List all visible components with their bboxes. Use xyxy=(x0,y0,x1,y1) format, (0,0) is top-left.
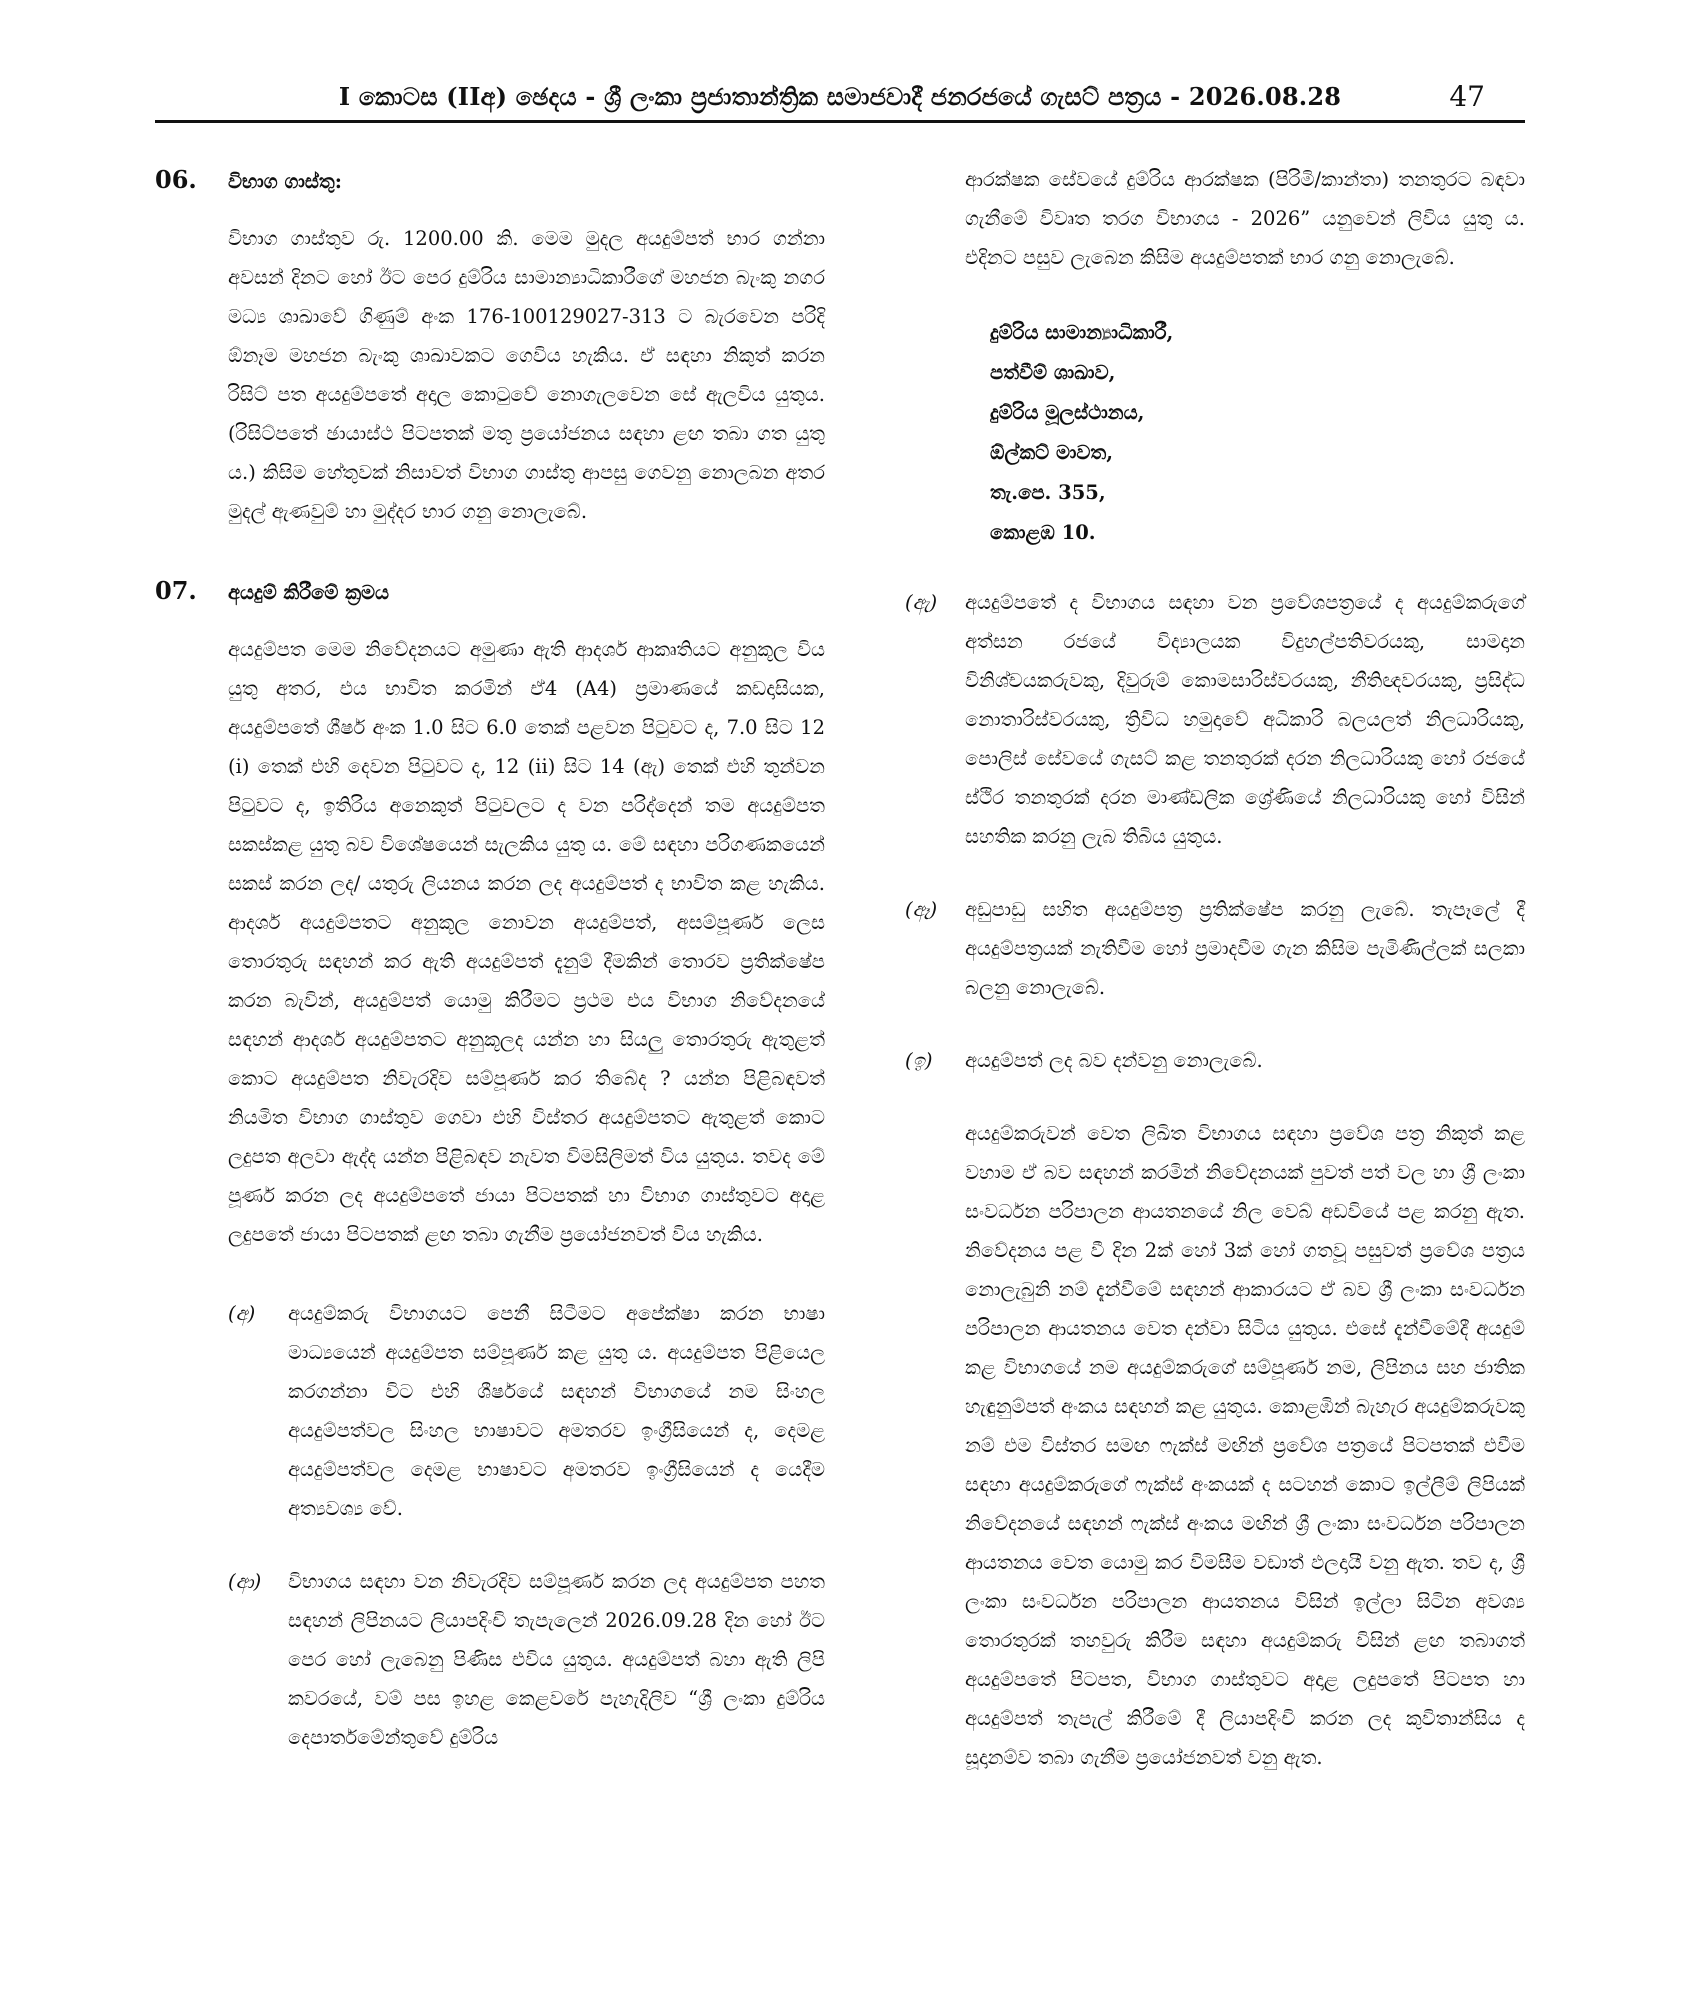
paragraph: අයදුම්කරුවන් වෙත ලිඛිත විභාගය සඳහා ප්‍රවේශ පත්‍ර නිකුත් කළ වහාම ඒ බව සඳහන් කරමින් නිවේදනයක් පුවත් පත් වල හා ශ්‍රී ලංකා සංවර්ධන පරිපාලන ආයතනයේ නිල වෙබ් අඩවියේ පළ කරනු ඇත. නිවේදනය පළ වී දින 2ක් හෝ 3ක් හෝ ගතවූ පසුවත් ප්‍රවේශ පත්‍රය නොලැබුනි නම් දැන්වීමේ සඳහන් ආකාරයට ඒ බව ශ්‍රී ලංකා සංවර්ධන පරිපාලන ආයතනය වෙත දන්වා සිටිය යුතුය. එසේ දැන්වීමේදී අයදුම් කළ විභාගයේ නම අයදුම්කරුගේ සම්පූර්ණ නම, ලිපිනය සහ ජාතික හැඳුනුම්පත් අංකය සඳහන් කළ යුතුය. කොළඹින් බැහැර අයදුම්කරුවකු නම් එම විස්තර සමඟ ෆැක්ස් මඟින් ප්‍රවේශ පත්‍රයේ පිටපතක් එවීම සඳහා අයදුම්කරුගේ ෆැක්ස් අංකයක් ද සටහන් කොට ඉල්ලීම් ලිපියක් නිවේදනයේ සඳහන් ෆැක්ස් අංකය මඟින් ශ්‍රී ලංකා සංවර්ධන පරිපාලන ආයතනය වෙත යොමු කර විමසීම වඩාත් ඵලදායී වනු ඇත. තව ද, ශ්‍රී ලංකා සංවර්ධන පරිපාලන ආයතනය විසින් ඉල්ලා සිටින අවශ්‍ය තොරතුරක් තහවුරු කිරීම සඳහා අයදුම්කරු විසින් ළඟ තබාගත් අයදුම්පතේ පිටපත, විභාග ගාස්තුවට අදාළ ලදුපතේ පිටපත හා අයදුම්පත් තැපැල් කිරීමේ දී ලියාපදිංචි කරන ලද කුවිතාන්සිය ද සූදානම්ව තබා ගැනීම ප්‍රයෝජනවත් වනු ඇත. xyxy=(965,1122,1525,1769)
item-marker: (ඈ) xyxy=(905,898,938,921)
paragraph: ආරක්ෂක සේවයේ දුම්රිය ආරක්ෂක (පිරිමි/කාන්තා) තනතුරට බඳවා ගැනීමේ විවෘත තරග විභාගය - 2026” යනුවෙන් ලිවිය යුතු ය. එදිනට පසුව ලැබෙන කිසිම අයදුම්පතක් භාර ගනු නොලැබේ. xyxy=(965,168,1525,269)
continuation-text xyxy=(965,160,1525,277)
item-text: අඩුපාඩු සහිත අයදුම්පත්‍ර ප්‍රතික්ෂේප කරනු ලැබේ. තැපෑලේ දී අයදුම්පත්‍රයක් නැතිවීම හෝ ප්‍රමාදවීම ගැන කිසිම පැමිණිල්ලක් සලකා බලනු නොලැබේ. xyxy=(965,898,1525,999)
section-title: අයදුම් කිරීමේ ක්‍රමය xyxy=(228,581,390,604)
address-line: තැ.පෙ. 355, xyxy=(990,481,1106,504)
section-07-heading xyxy=(155,571,825,612)
header-rule xyxy=(155,120,1525,123)
list-item xyxy=(905,1041,1525,1080)
list-item xyxy=(228,1562,825,1757)
item-text: අයදුම්පතේ ද විභාගය සඳහා වන ප්‍රවේශපත්‍රයේ ද අයදුම්කරුගේ අත්සන රජයේ විද්‍යාලයක විදුහල්පතිවරයකු, සාමදාන විනිශ්චයකරුවකු, දිවුරුම් කොමසාරිස්වරයකු, නීතිඥවරයකු, ප්‍රසිද්ධ නොතාරිස්වරයකු, ත්‍රිවිධ හමුදාවේ අධිකාරි බලයලත් නිලධාරියකු, පොලිස් සේවයේ ගැසට් කළ තනතුරක් දරන නිලධාරියකු හෝ රජයේ ස්ථිර තනතුරක් දරන මාණ්ඩලික ශ්‍රේණියේ නිලධාරියකු හෝ විසින් සහතික කරනු ලැබ තිබිය යුතුය. xyxy=(965,591,1525,848)
gazette-title: I කොටස (IIඅ) ඡෙදය - ශ්‍රී ලංකා ප්‍රජාතාන්ත්‍රික සමාජවාදී ජනරජයේ ගැසට් පත්‍රය - 2026.08.28 xyxy=(338,82,1342,111)
section-number: 06. xyxy=(155,165,197,194)
item-marker: (අ) xyxy=(228,1302,256,1325)
section-07-body xyxy=(228,630,825,1254)
list-item xyxy=(228,1294,825,1528)
section-number: 07. xyxy=(155,576,197,605)
address-line: පත්වීම් ශාඛාව, xyxy=(990,361,1116,384)
item-text: අයදුම්කරු විභාගයට පෙනී සිටීමට අපේක්ෂා කරන භාෂා මාධ්‍යයෙන් අයදුම්පත සම්පූර්ණ කළ යුතු ය. අයදුම්පත පිළියෙල කරගන්නා විට එහි ශීර්ෂයේ සඳහන් විභාගයේ නම සිංහල අයදුම්පත්වල සිංහල භාෂාවට අමතරව ඉංග්‍රීසියෙන් ද, දෙමළ අයදුම්පත්වල දෙමළ භාෂාවට අමතරව ඉංග්‍රීසියෙන් ද යෙදීම අත්‍යවශ්‍ය වේ. xyxy=(288,1302,825,1520)
address-line: දුම්රිය මූලස්ථානය, xyxy=(990,401,1145,424)
item-marker: (ඉ) xyxy=(905,1049,933,1072)
item-marker: (ආ) xyxy=(228,1570,262,1593)
item-marker: (ඇ) xyxy=(905,591,938,614)
paragraph: අයදුම්පත මෙම නිවේදනයට අමුණා ඇති ආදර්ශ ආකෘතියට අනුකූල විය යුතු අතර, එය භාවිත කරමින් ඒ4 (A4) ප්‍රමාණයේ කඩදාසියක, අයදුම්පතේ ශීර්ෂ අංක 1.0 සිට 6.0 තෙක් පළවන පිටුවට ද, 7.0 සිට 12 (i) තෙක් එහි දෙවන පිටුවට ද, 12 (ii) සිට 14 (ඇ) තෙක් එහි තුන්වන පිටුවට ද, ඉතිරිය අනෙකුත් පිටුවලට ද වන පරිද්දෙන් තම අයදුම්පත සකස්කළ යුතු බව විශේෂයෙන් සැලකිය යුතු ය. මේ සඳහා පරිගණකයෙන් සකස් කරන ලද/ යතුරු ලියනය කරන ලද අයදුම්පත් ද භාවිත කළ හැකිය. ආදර්ශ අයදුම්පතට අනුකූල නොවන අයදුම්පත්, අසම්පූර්ණ ලෙස තොරතුරු සඳහන් කර ඇති අයදුම්පත් දැනුම් දීමකින් තොරව ප්‍රතික්ෂේප කරන බැවින්, අයදුම්පත් යොමු කිරීමට ප්‍රථම එය විභාග නිවේදනයේ සඳහන් ආදර්ශ අයදුම්පතට අනුකූලද යන්න හා සියලු තොරතුරු ඇතුළත් කොට අයදුම්පත නිවැරදිව සම්පූර්ණ කර තිබේද ? යන්න පිළිබඳවත් නියමිත විභාග ගාස්තුව ගෙවා එහි විස්තර අයදුම්පතට ඇතුළත් කොට ලදුපත අලවා ඇද්ද යන්න පිළිබඳව නැවත විමසිලිමත් විය යුතුය. තවද මේ පූර්ණ කරන ලද අයදුම්පතේ ජායා පිටපතක් හා විභාග ගාස්තුවට අදාළ ලදුපතේ ජායා පිටපතක් ළඟ තබා ගැනීම ප්‍රයෝජනවත් විය හැකිය. xyxy=(228,638,825,1246)
section-06-body xyxy=(228,219,825,531)
list-item xyxy=(905,583,1525,856)
page-number: 47 xyxy=(1449,80,1485,113)
address-line: දුම්රිය සාමාන්‍යාධිකාරී, xyxy=(990,321,1174,344)
right-column xyxy=(905,160,1525,1777)
paragraph: විභාග ගාස්තුව රු. 1200.00 කි. මෙම මුදල අයදුම්පත් භාර ගන්නා අවසන් දිනට හෝ ඊට පෙර දුම්රිය සාමාන්‍යාධිකාරීගේ මහජන බැංකු නගර මධ්‍ය ශාඛාවේ ගිණුම් අංක 176-100129027-313 ට බැරවෙන පරිදි ඕනෑම මහජන බැංකු ශාඛාවකට ගෙවිය හැකිය. ඒ සඳහා නිකුත් කරන රිසිට් පත අයදුම්පතේ අදාල කොටුවේ නොගැලවෙන සේ ඇලවිය යුතුය.(රිසිට්පතේ ඡායාස්ථ පිටපතක් මතු ප්‍රයෝජනය සඳහා ළඟ තබා ගත යුතු ය.) කිසිම හේතුවක් නිසාවත් විභාග ගාස්තු ආපසු ගෙවනු නොලබන අතර මුදල් ඇණවුම් හා මුද්දර භාර ගනු නොලැබේ. xyxy=(228,227,825,523)
section-06-heading xyxy=(155,160,825,201)
item-text: විභාගය සඳහා වන නිවැරදිව සම්පූර්ණ කරන ලද අයදුම්පත පහත සඳහන් ලිපිනයට ලියාපදිංචි තැපැලෙන් 2026.09.28 දින හෝ ඊට පෙර හෝ ලැබෙනු පිණිස එවිය යුතුය. අයදුම්පත් බහා ඇති ලිපි කවරයේ, වම් පස ඉහළ කෙළවරේ පැහැදිලිව “ශ්‍රී ලංකා දුම්රිය දෙපාර්තමේන්තුවේ දුම්රිය xyxy=(288,1570,825,1749)
section-title: විභාග ගාස්තු: xyxy=(228,170,342,193)
closing-text xyxy=(965,1114,1525,1777)
page-header xyxy=(155,76,1525,122)
address-line: කොළඹ 10. xyxy=(990,521,1096,544)
address-line: ඕල්කට් මාවත, xyxy=(990,441,1114,464)
postal-address xyxy=(990,313,1525,553)
item-text: අයදුම්පත් ලද බව දන්වනු නොලැබේ. xyxy=(965,1049,1263,1072)
left-column xyxy=(155,160,825,1791)
list-item xyxy=(905,890,1525,1007)
